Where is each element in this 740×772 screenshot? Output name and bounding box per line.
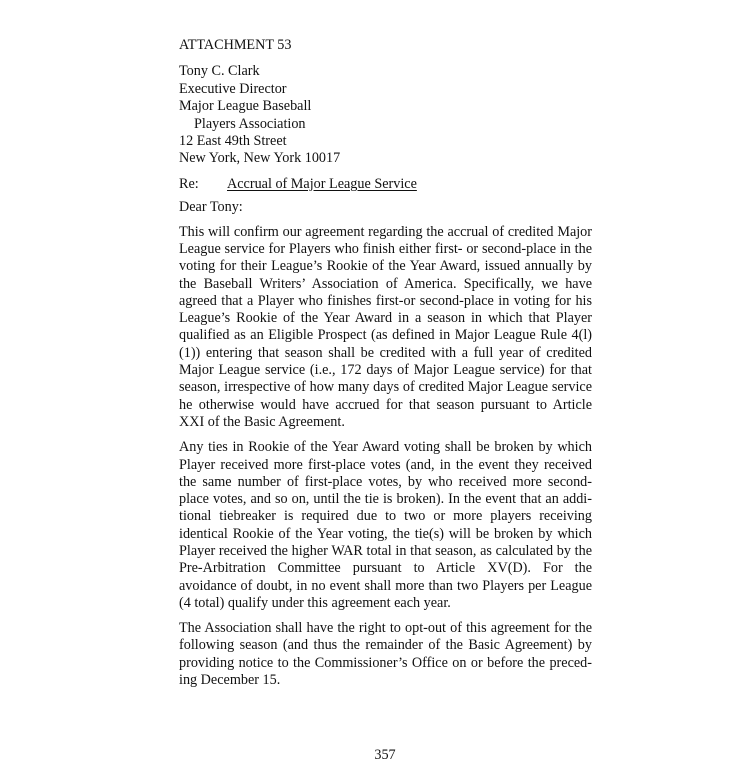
recipient-title: Executive Director: [179, 80, 287, 97]
recipient-org-line2: Players Association: [194, 115, 306, 132]
body-paragraph-1: This will confirm our agreement regarding the accrual of credited Major League service for Players who finish either first- or second-place in the voting for their League’s Rookie of the Year Award, issued annually by the Baseball Writers’ Association of America. Specifically, we have agreed that a Player who finishes first-or second-place in voting for his League’s Rookie of the Year Award in a season in which that Player qualified as an Eligible Prospect (as defined in Major League Rule 4(l)(1)) entering that season shall be credited with a full year of credited Major League service (i.e., 172 days of Major League service) for that season, irrespective of how many days of credited Major League service he otherwise would have accrued for that season pursuant to Article XXI of the Basic Agreement.: [179, 223, 592, 430]
re-line: [179, 176, 592, 193]
attachment-heading: ATTACHMENT 53: [179, 37, 292, 53]
salutation: Dear Tony:: [179, 199, 243, 216]
re-subject: Accrual of Major League Service: [227, 175, 417, 192]
recipient-street: 12 East 49th Street: [179, 133, 287, 150]
recipient-address: [179, 63, 592, 167]
re-label: Re:: [179, 175, 199, 192]
recipient-org-line1: Major League Baseball: [179, 98, 312, 115]
page-number: 357: [374, 747, 396, 763]
letter-page: [179, 37, 592, 697]
body-paragraph-2: Any ties in Rookie of the Year Award voting shall be broken by which Player received more first-place votes (and, in the event they received the same number of first-place votes, by who received more second-place votes, and so on, until the tie is broken). In the event that an additional tiebreaker is required due to two or more players receiving identical Rookie of the Year voting, the tie(s) will be broken by which Player received the higher WAR total in that season, as calculated by the Pre-Arbitration Committee pursuant to Article XV(D). For the avoidance of doubt, in no event shall more than two Players per League (4 total) qualify under this agreement each year.: [179, 439, 592, 611]
recipient-name: Tony C. Clark: [179, 63, 260, 80]
recipient-city: New York, New York 10017: [179, 150, 341, 167]
body-paragraph-3: The Association shall have the right to opt-out of this agreement for the following season (and thus the remainder of the Basic Agreement) by providing notice to the Commissioner’s Office on or before the preceding December 15.: [179, 620, 592, 689]
